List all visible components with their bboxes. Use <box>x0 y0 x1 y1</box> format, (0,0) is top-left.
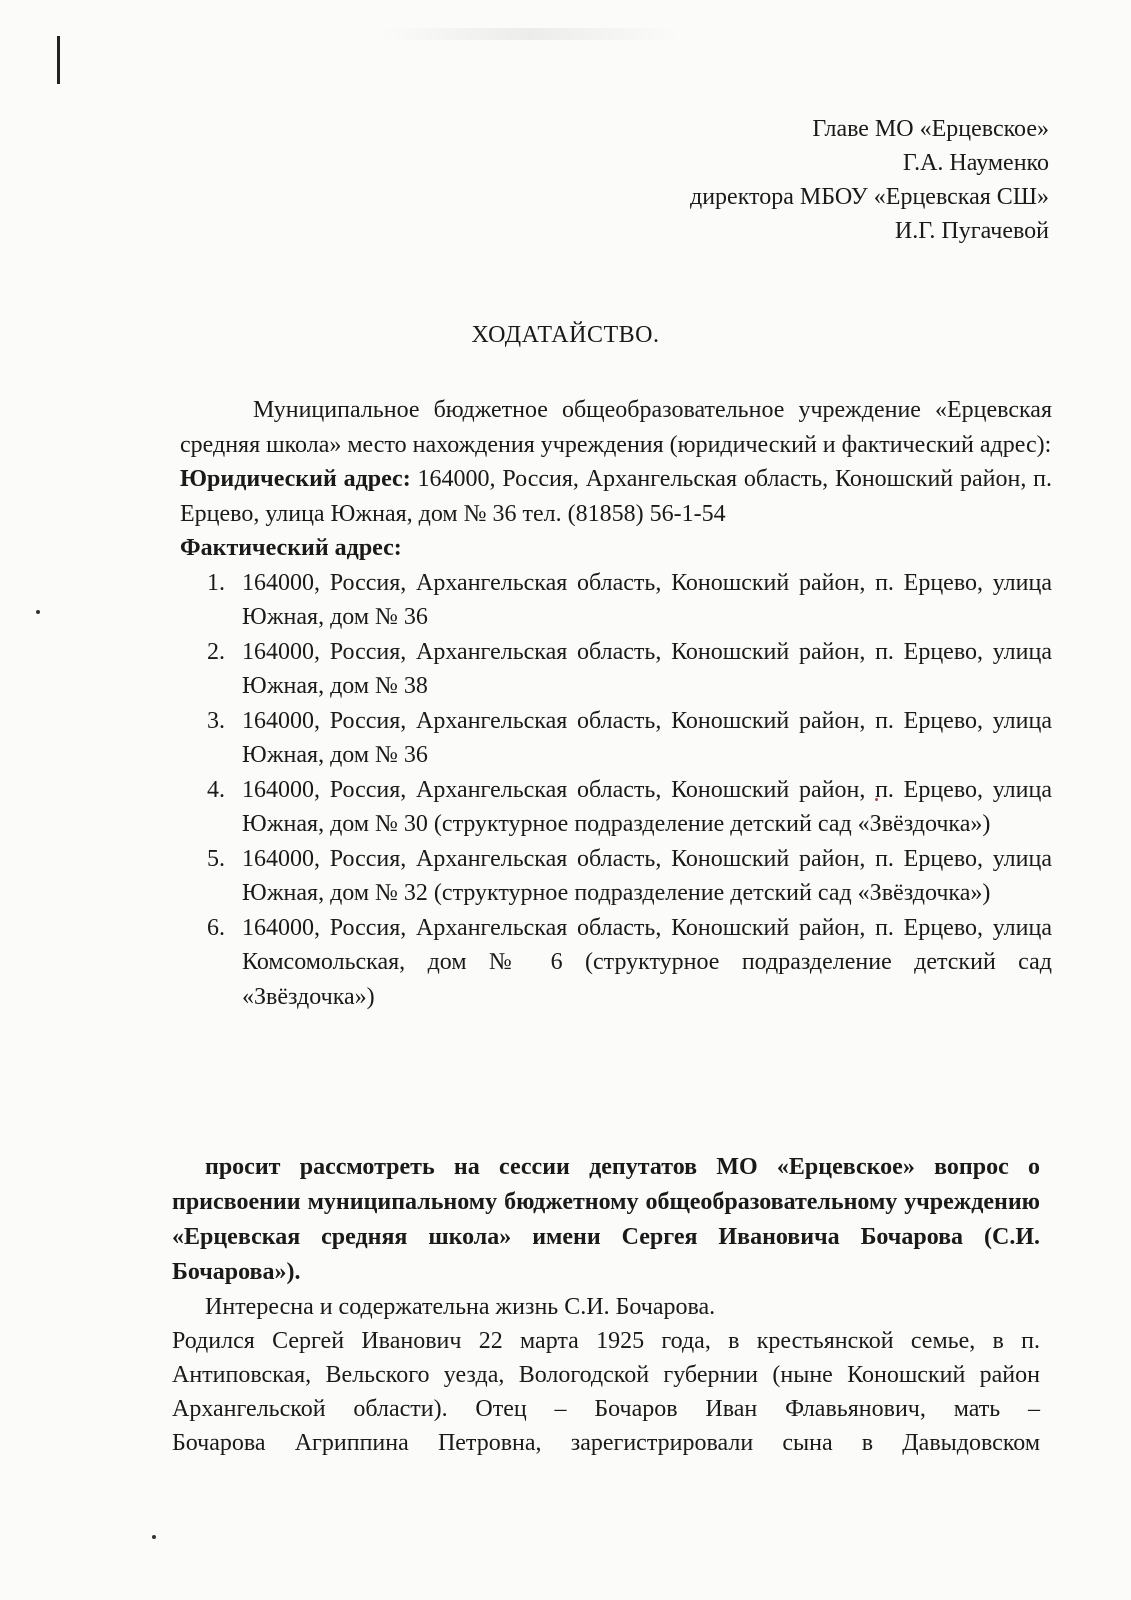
margin-mark <box>57 36 60 84</box>
list-item-number: 6. <box>207 914 225 941</box>
bio-lead: Интересна и содержательна жизнь С.И. Бочарова. <box>205 1294 716 1320</box>
list-item-text: 164000, Россия, Архангельская область, Коношский район, п. Ерцево, улица Южная, дом № 36 <box>242 707 1052 768</box>
biography <box>172 1290 1040 1460</box>
list-item-number: 1. <box>207 569 225 596</box>
intro-paragraph: Муниципальное бюджетное общеобразовательное учреждение «Ерцевская средняя школа» место нахождения учреждения (юридический и фактический адрес): <box>180 397 1052 458</box>
addressee-block <box>690 112 1049 248</box>
bio-paragraph-continued: Бочарова Агриппина Петровна, зарегистрировали сына в Давыдовском <box>172 1430 1040 1456</box>
request-paragraph: просит рассмотреть на сессии депутатов МО «Ерцевское» вопрос о присвоении муниципальному бюджетному общеобразовательному учреждению «Ерцевская средняя школа» имени Сергея Ивановича Бочарова (С.И. Бочарова»). <box>172 1154 1040 1285</box>
document-title: ХОДАТАЙСТВО. <box>471 322 660 348</box>
list-item-number: 2. <box>207 638 225 665</box>
list-item <box>180 842 1052 911</box>
legal-address-value: 164000, Россия, Архангельская область, Коношский район, п. Ерцево, улица Южная, дом № 36 тел. (81858) 56-1-54 <box>180 466 1052 527</box>
legal-address <box>180 462 1052 531</box>
list-item-text: 164000, Россия, Архангельская область, Коношский район, п. Ерцево, улица Южная, дом № 38 <box>242 638 1052 699</box>
list-item-text: 164000, Россия, Архангельская область, Коношский район, п. Ерцево, улица Южная, дом № 30 (структурное подразделение детский сад «Звёздочка») <box>242 776 1052 837</box>
list-item-text: 164000, Россия, Архангельская область, Коношский район, п. Ерцево, улица Южная, дом № 36 <box>242 569 1052 630</box>
scan-artifact <box>380 28 680 40</box>
scan-speck <box>152 1535 156 1539</box>
addressee-line: Г.А. Науменко <box>902 150 1049 176</box>
list-item <box>180 911 1052 1015</box>
list-item <box>180 773 1052 842</box>
list-item-number: 4. <box>207 776 225 803</box>
bio-paragraph: Родился Сергей Иванович 22 марта 1925 года, в крестьянской семье, в п. Антиповская, Вельского уезда, Вологодской губернии (ныне Коношский район Архангельской области). Отец – Бочаров Иван Флавьянович, мать – <box>172 1328 1040 1422</box>
addressee-line: И.Г. Пугачевой <box>894 218 1049 244</box>
list-item-number: 5. <box>207 845 225 872</box>
addressee-line: директора МБОУ «Ерцевская СШ» <box>689 184 1049 210</box>
list-item <box>180 635 1052 704</box>
document-body <box>180 393 1052 1014</box>
legal-address-label: Юридический адрес: <box>180 466 411 492</box>
scan-speck <box>36 610 40 614</box>
list-item-text: 164000, Россия, Архангельская область, Коношский район, п. Ерцево, улица Комсомольская, дом № 6 (структурное подразделение детский сад «Звёздочка») <box>242 914 1052 1010</box>
actual-address-label: Фактический адрес: <box>180 535 402 561</box>
list-item <box>180 704 1052 773</box>
list-item <box>180 566 1052 635</box>
list-item-number: 3. <box>207 707 225 734</box>
addressee-line: Главе МО «Ерцевское» <box>812 116 1049 142</box>
list-item-text: 164000, Россия, Архангельская область, Коношский район, п. Ерцево, улица Южная, дом № 32 (структурное подразделение детский сад «Звёздочка») <box>242 845 1052 906</box>
actual-address-list <box>180 566 1052 1015</box>
